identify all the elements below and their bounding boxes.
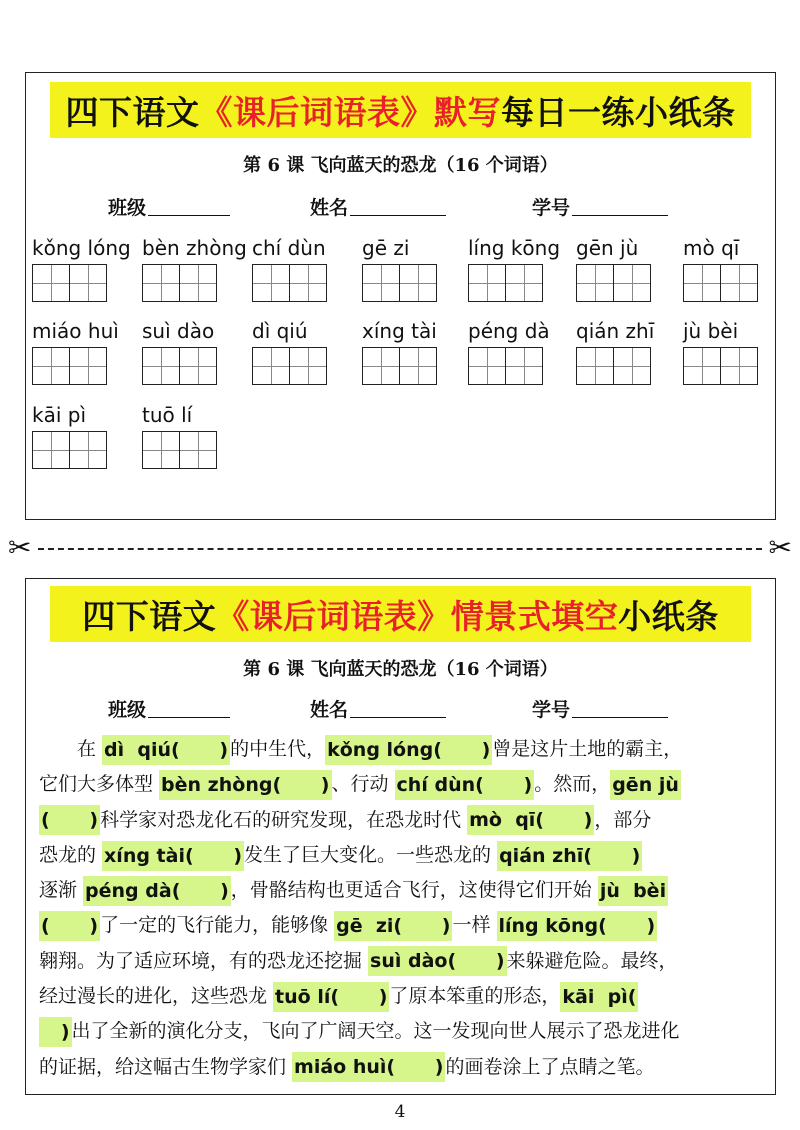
pinyin-label: gē zi [362,236,410,260]
title-grade: 四下语文 [82,596,217,636]
pinyin-blank[interactable]: dì qiú( ) [102,735,230,765]
pinyin-label: chí dùn [252,236,326,260]
tianzige-cell[interactable] [683,347,721,385]
title-wordlist-fill: 《课后词语表》情景式填空 [216,596,619,636]
pinyin-blank[interactable]: péng dà( ) [83,876,231,906]
passage-text: 发生了巨大变化。一些恐龙的 [244,843,498,866]
pinyin-label: dì qiú [252,319,308,343]
student-number-label: 学号 [532,197,571,219]
class-field[interactable] [108,193,230,220]
passage-line [39,838,767,873]
writing-boxes [362,264,437,302]
scissors-icon: ✂ [768,531,792,564]
pinyin-blank[interactable]: chí dùn( ) [395,770,535,800]
dictation-word [142,235,247,302]
writing-boxes [142,431,217,469]
pinyin-blank[interactable]: kǒng lóng( ) [325,735,492,765]
class-blank[interactable] [148,716,230,718]
pinyin-blank[interactable]: bèn zhòng( ) [159,770,331,800]
name-field[interactable] [310,193,446,220]
tianzige-cell[interactable] [142,264,180,302]
pinyin-blank[interactable]: qián zhī( ) [497,841,642,871]
tianzige-cell[interactable] [69,264,107,302]
tianzige-cell[interactable] [720,347,758,385]
pinyin-label: tuō lí [142,403,193,427]
passage-text: 一样 [452,914,497,937]
pinyin-label: péng dà [468,319,550,343]
name-field[interactable] [310,695,446,722]
dictation-slip [25,72,776,520]
dictation-word [362,318,437,385]
pinyin-blank[interactable]: líng kōng( ) [497,911,658,941]
tianzige-cell[interactable] [179,347,217,385]
pinyin-blank[interactable]: mò qī( ) [467,805,594,835]
student-number-blank[interactable] [572,716,668,718]
writing-boxes [32,347,119,385]
passage-text: 翱翔。为了适应环境，有的恐龙还挖掘 [39,949,369,972]
tianzige-cell[interactable] [289,264,327,302]
passage-text: 。然而， [534,773,611,796]
tianzige-cell[interactable] [362,347,400,385]
tianzige-cell[interactable] [32,347,70,385]
dictation-title-banner [50,82,751,138]
writing-boxes [32,264,131,302]
tianzige-cell[interactable] [683,264,721,302]
pinyin-label: miáo huì [32,319,119,343]
student-number-label: 学号 [532,699,571,721]
title-daily-practice: 每日一练小纸条 [501,92,736,132]
class-label: 班级 [108,197,147,219]
tianzige-cell[interactable] [576,347,614,385]
scissors-icon: ✂ [8,531,32,564]
dashed-divider [38,548,762,550]
dictation-word [32,235,131,302]
pinyin-blank[interactable]: ) [39,1017,72,1047]
passage-text: 它们大多体型 [39,773,160,796]
passage-line [39,944,767,979]
writing-boxes [142,347,217,385]
writing-boxes [683,264,758,302]
dictation-word [362,235,437,302]
tianzige-cell[interactable] [179,264,217,302]
passage-text: 了一定的飞行能力，能够像 [100,914,335,937]
tianzige-cell[interactable] [69,431,107,469]
passage-text: 在 [39,738,103,760]
pinyin-label: kāi pì [32,403,87,427]
pinyin-label: jù bèi [683,319,739,343]
tianzige-cell[interactable] [399,347,437,385]
dictation-word [468,235,560,302]
name-blank[interactable] [350,214,446,216]
pinyin-label: mò qī [683,236,740,260]
page-number: 4 [394,1102,406,1122]
cut-line [8,533,792,563]
passage-text: 的中生代， [230,738,326,760]
lesson-heading: 第 6 课 飞向蓝天的恐龙（16 个词语） [243,659,558,680]
tianzige-cell[interactable] [399,264,437,302]
passage-line [39,1050,767,1085]
passage-text: ，骨骼结构也更适合飞行，这使得它们开始 [230,879,598,902]
fill-in-slip [25,578,776,1095]
tianzige-cell[interactable] [32,264,70,302]
dictation-word [142,318,217,385]
title-wordlist: 《课后词语表》默写 [199,92,501,132]
tianzige-cell[interactable] [32,431,70,469]
name-label: 姓名 [310,197,349,219]
class-field[interactable] [108,695,230,722]
title-grade: 四下语文 [65,92,200,132]
passage-line [39,1014,767,1049]
passage-text: 出了全新的演化分支，飞向了广阔天空。这一发现向世人展示了恐龙进化 [71,1020,680,1043]
passage-line [39,732,767,767]
tianzige-cell[interactable] [142,347,180,385]
passage-line [39,979,767,1014]
writing-boxes [576,347,654,385]
tianzige-cell[interactable] [720,264,758,302]
writing-boxes [362,347,437,385]
class-label: 班级 [108,699,147,721]
dictation-word [683,318,758,385]
student-number-blank[interactable] [572,214,668,216]
pinyin-blank[interactable]: suì dào( ) [368,946,507,976]
passage-text: 恐龙的 [39,843,103,866]
fill-in-passage [39,732,767,1085]
writing-boxes [468,264,560,302]
pinyin-blank[interactable]: gē zi( ) [334,911,452,941]
passage-text: 逐渐 [39,879,84,902]
passage-text: 了原本笨重的形态， [389,985,561,1008]
tianzige-cell[interactable] [468,347,506,385]
writing-boxes [32,431,107,469]
pinyin-label: qián zhī [576,319,655,343]
passage-line [39,873,767,908]
tianzige-cell[interactable] [142,431,180,469]
tianzige-cell[interactable] [505,347,543,385]
student-info-row [26,695,775,725]
pinyin-label: bèn zhòng [142,236,247,260]
pinyin-blank[interactable]: miáo huì( ) [292,1052,445,1082]
passage-text: 科学家对恐龙化石的研究发现，在恐龙时代 [100,808,468,831]
passage-line [39,908,767,943]
lesson-heading: 第 6 课 飞向蓝天的恐龙（16 个词语） [243,155,558,176]
passage-text: ，部分 [594,808,652,831]
tianzige-cell[interactable] [613,264,651,302]
tianzige-cell[interactable] [613,347,651,385]
writing-boxes [252,264,327,302]
name-label: 姓名 [310,699,349,721]
class-blank[interactable] [148,214,230,216]
pinyin-blank[interactable]: jù bèi [598,876,668,906]
student-number-field[interactable] [532,193,668,220]
dictation-word [32,402,107,469]
student-number-field[interactable] [532,695,668,722]
tianzige-cell[interactable] [252,264,290,302]
dictation-word [252,318,327,385]
passage-text: 经过漫长的进化，这些恐龙 [39,985,274,1008]
tianzige-cell[interactable] [179,431,217,469]
passage-text: 曾是这片土地的霸主， [492,738,683,760]
tianzige-cell[interactable] [362,264,400,302]
tianzige-cell[interactable] [69,347,107,385]
pinyin-label: xíng tài [362,319,437,343]
writing-boxes [683,347,758,385]
passage-text: 的画卷涂上了点睛之笔。 [445,1055,655,1078]
passage-text: 、行动 [331,773,395,796]
passage-line [39,803,767,838]
dictation-word [468,318,550,385]
student-info-row [26,193,775,223]
writing-boxes [142,264,247,302]
pinyin-label: suì dào [142,319,215,343]
dictation-word [683,235,758,302]
writing-boxes [468,347,550,385]
dictation-word [576,235,651,302]
pinyin-label: kǒng lóng [32,236,131,260]
pinyin-label: líng kōng [468,236,561,260]
passage-text: 的证据，给这幅古生物学家们 [39,1055,293,1078]
pinyin-blank[interactable]: tuō lí( ) [273,982,389,1012]
tianzige-cell[interactable] [505,264,543,302]
pinyin-blank[interactable]: gēn jù [610,770,681,800]
pinyin-blank[interactable]: ( ) [39,911,100,941]
dictation-word [142,402,217,469]
tianzige-cell[interactable] [252,347,290,385]
name-blank[interactable] [350,716,446,718]
dictation-word [252,235,327,302]
pinyin-blank[interactable]: ( ) [39,805,100,835]
writing-boxes [576,264,651,302]
passage-text: 来躲避危险。最终， [506,949,678,972]
passage-line [39,767,767,802]
pinyin-blank[interactable]: kāi pì( [560,982,638,1012]
dictation-word [576,318,654,385]
dictation-word [32,318,119,385]
pinyin-label: gēn jù [576,236,639,260]
tianzige-cell[interactable] [289,347,327,385]
tianzige-cell[interactable] [576,264,614,302]
writing-boxes [252,347,327,385]
fill-in-title-banner [50,586,751,642]
pinyin-blank[interactable]: xíng tài( ) [102,841,244,871]
title-slip: 小纸条 [618,596,719,636]
tianzige-cell[interactable] [468,264,506,302]
